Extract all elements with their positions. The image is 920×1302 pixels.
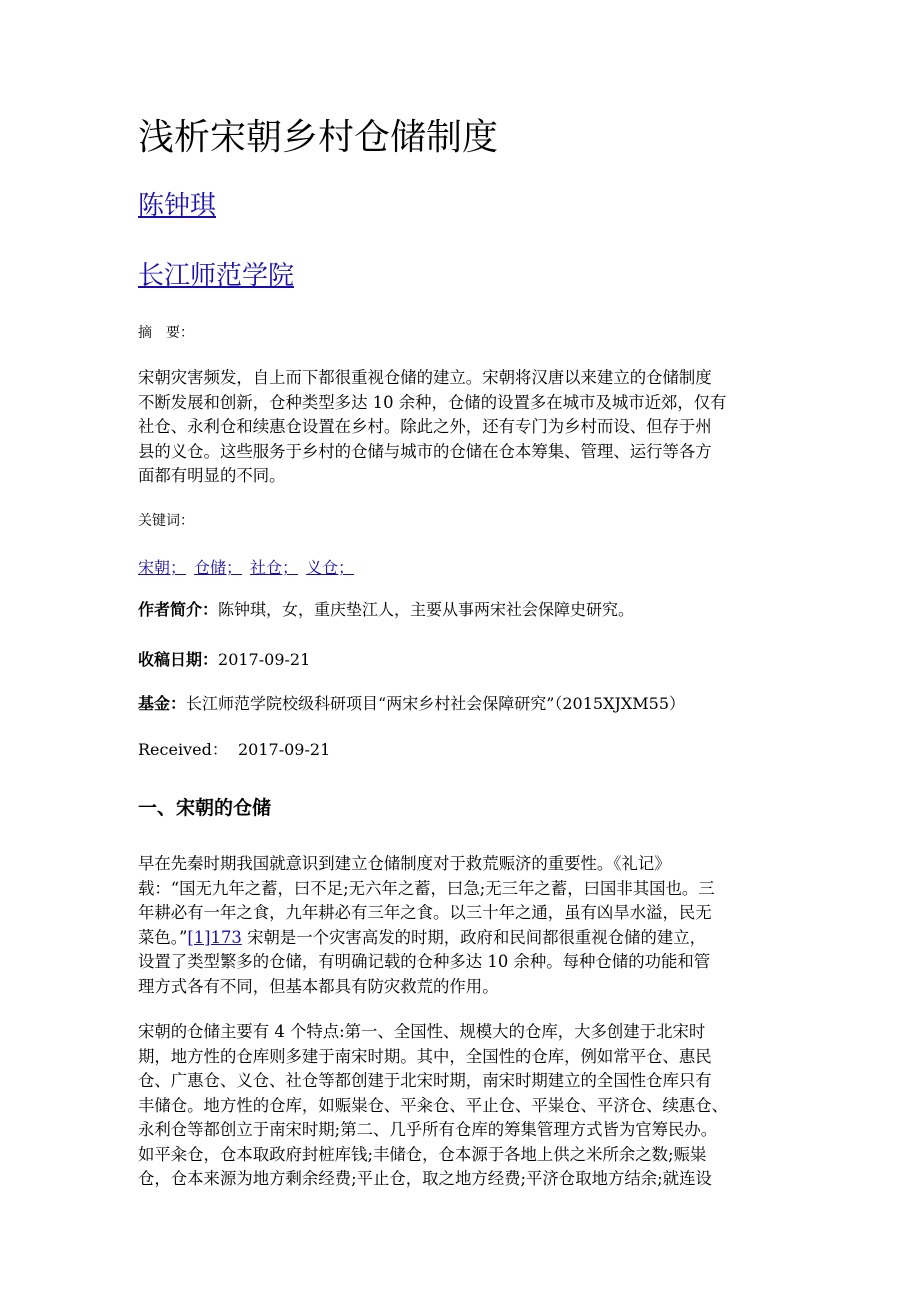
section-heading: 一、宋朝的仓储 xyxy=(138,797,272,819)
citation-link[interactable]: [1]173 xyxy=(187,927,242,947)
keyword-link[interactable]: 仓储； xyxy=(194,558,243,577)
keywords-label: 关键词： xyxy=(138,513,194,529)
abstract-line: 宋朝灾害频发，自上而下都很重视仓储的建立。宋朝将汉唐以来建立的仓储制度 xyxy=(138,368,712,387)
body-paragraph-1 xyxy=(138,852,788,999)
keyword-link[interactable]: 社仓； xyxy=(250,558,299,577)
author-intro xyxy=(138,598,634,622)
paragraph-line: 设置了类型繁多的仓储，有明确记载的仓种多达 10 余种。每种仓储的功能和管 xyxy=(138,952,711,971)
abstract-line: 社仓、永利仓和续惠仓设置在乡村。除此之外，还有专门为乡村而设、但存于州 xyxy=(138,417,712,436)
paragraph-text: 宋朝是一个灾害高发的时期，政府和民间都很重视仓储的建立， xyxy=(247,927,707,947)
author-link[interactable]: 陈钟琪 xyxy=(138,191,217,221)
author-intro-label: 作者简介： xyxy=(138,600,219,619)
paragraph-line: 宋朝的仓储主要有 4 个特点:第一、全国性、规模大的仓库，大多创建于北宋时 xyxy=(138,1022,706,1041)
paragraph-line: 载：“国无九年之蓄，曰不足;无六年之蓄，曰急;无三年之蓄，曰国非其国也。三 xyxy=(138,878,715,898)
paragraph-line-with-citation xyxy=(138,926,788,951)
paragraph-line: 仓、广惠仓、义仓、社仓等都创建于北宋时期，南宋时期建立的全国性仓库只有 xyxy=(138,1071,712,1090)
article-title: 浅析宋朝乡村仓储制度 xyxy=(138,117,499,158)
keywords-list xyxy=(138,556,362,580)
keyword-link[interactable]: 义仓； xyxy=(306,558,355,577)
paragraph-line: 年耕必有一年之食，九年耕必有三年之食。以三十年之通，虽有凶旱水溢，民无 xyxy=(138,903,712,922)
fund-info xyxy=(138,692,685,716)
abstract-label: 摘 要： xyxy=(138,325,194,341)
paragraph-line: 永利仓等都创立于南宋时期;第二、几乎所有仓库的筹集管理方式皆为官筹民办。 xyxy=(138,1120,718,1139)
received-en xyxy=(138,738,330,762)
author-intro-text: 陈钟琪，女，重庆垫江人，主要从事两宋社会保障史研究。 xyxy=(218,600,635,619)
institution-link[interactable]: 长江师范学院 xyxy=(138,261,295,291)
fund-label: 基金： xyxy=(138,694,187,713)
keyword-link[interactable]: 宋朝； xyxy=(138,558,187,577)
abstract-text xyxy=(138,366,788,489)
author-name-block xyxy=(138,189,216,223)
body-paragraph-2 xyxy=(138,1020,788,1192)
received-date xyxy=(138,648,310,672)
received-en-label: Received： xyxy=(138,740,228,759)
paragraph-line: 早在先秦时期我国就意识到建立仓储制度对于救荒赈济的重要性。《礼记》 xyxy=(138,854,671,873)
abstract-line: 县的义仓。这些服务于乡村的仓储与城市的仓储在仓本筹集、管理、运行等各方 xyxy=(138,441,712,461)
institution-block xyxy=(138,259,294,293)
abstract-line: 不断发展和创新，仓种类型多达 10 余种，仓储的设置多在城市及城市近郊，仅有 xyxy=(138,392,727,412)
fund-text: 长江师范学院校级科研项目“两宋乡村社会保障研究”（2015XJXM55） xyxy=(186,694,686,713)
received-date-value: 2017-09-21 xyxy=(218,650,311,669)
abstract-line: 面都有明显的不同。 xyxy=(138,466,286,485)
paragraph-line: 丰储仓。地方性的仓库，如赈粜仓、平籴仓、平止仓、平粜仓、平济仓、续惠仓、 xyxy=(138,1095,729,1115)
received-date-label: 收稿日期： xyxy=(138,650,219,669)
received-en-value: 2017-09-21 xyxy=(238,740,331,759)
paragraph-line: 仓，仓本来源为地方剩余经费;平止仓，取之地方经费;平济仓取地方结余;就连设 xyxy=(138,1169,712,1188)
paragraph-line: 如平籴仓，仓本取政府封桩库钱;丰储仓，仓本源于各地上供之米所余之数;赈粜 xyxy=(138,1144,707,1164)
paragraph-text: 菜色。” xyxy=(138,927,188,947)
paragraph-line: 期，地方性的仓库则多建于南宋时期。其中，全国性的仓库，例如常平仓、惠民 xyxy=(138,1046,712,1066)
paragraph-line: 理方式各有不同，但基本都具有防灾救荒的作用。 xyxy=(138,976,499,996)
